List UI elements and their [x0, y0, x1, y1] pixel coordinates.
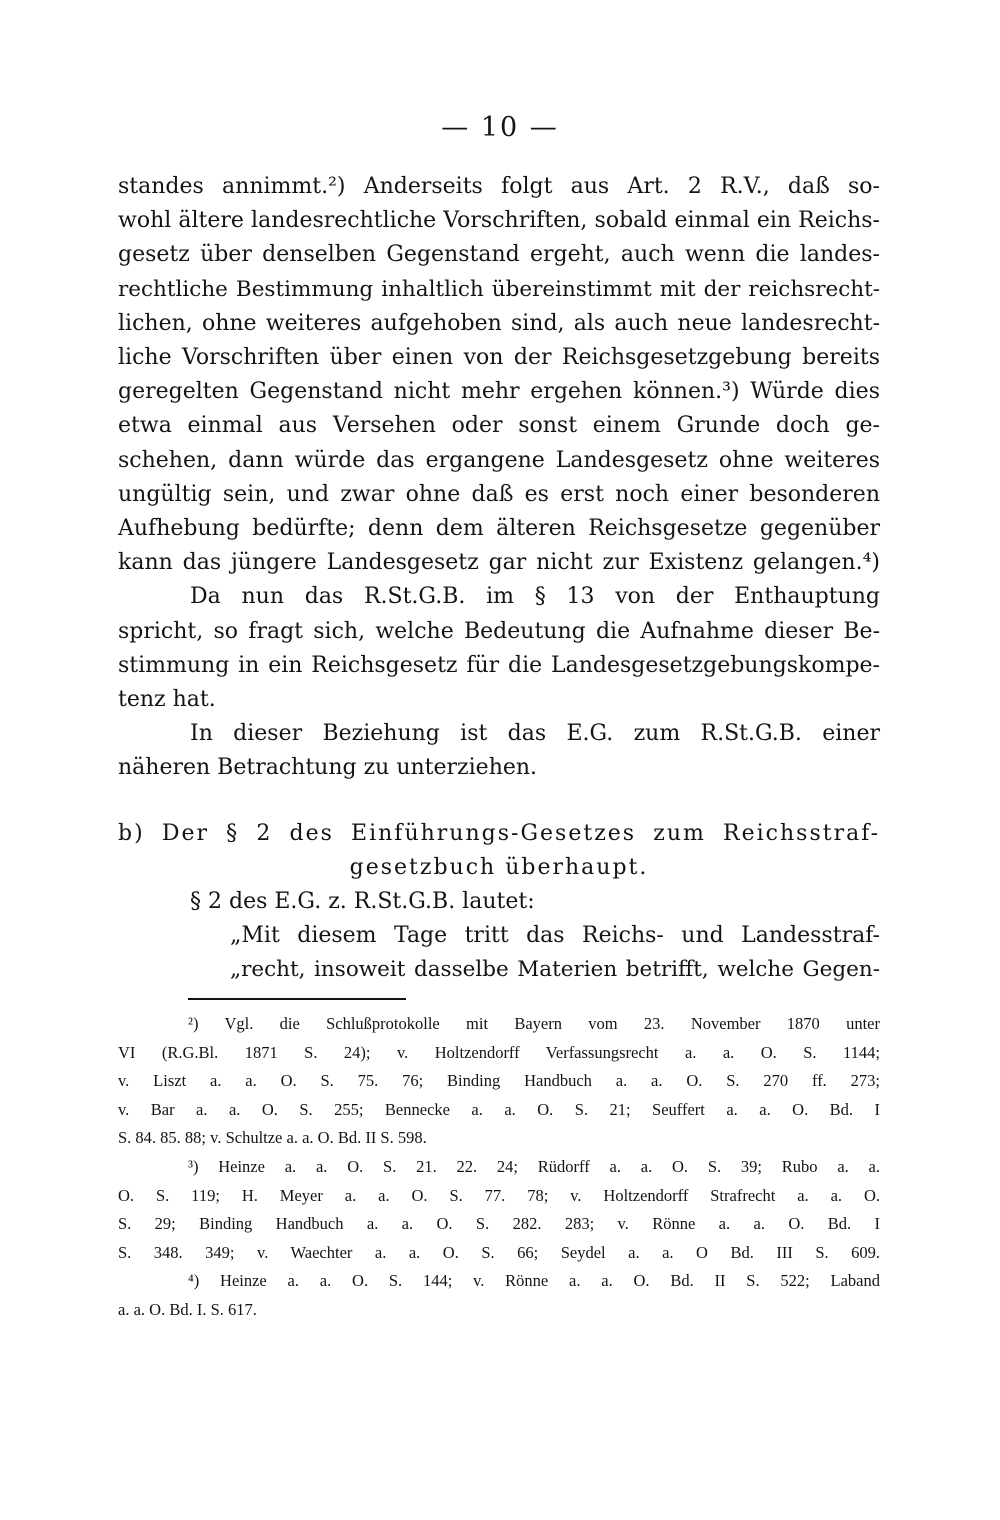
text-line: ungültig sein, und zwar ohne daß es erst noch einer besonderen	[118, 481, 880, 507]
footnote-line: O. S. 119; H. Meyer a. a. O. S. 77. 78; v. Holtzendorff Strafrecht a. a. O.	[118, 1185, 880, 1205]
footnotes	[118, 1010, 880, 1325]
footnote-line: S. 84. 85. 88; v. Schultze a. a. O. Bd. II S. 598.	[118, 1128, 427, 1148]
text-line: standes annimmt.²) Anderseits folgt aus Art. 2 R.V., daß so-	[118, 174, 880, 199]
footnote-line: ⁴) Heinze a. a. O. S. 144; v. Rönne a. a. O. Bd. II S. 522; Laband	[188, 1271, 880, 1291]
footnote-line: VI (R.G.Bl. 1871 S. 24); v. Holtzendorff Verfassungsrecht a. a. O. S. 1144;	[118, 1042, 880, 1062]
footnote-separator	[188, 998, 406, 1000]
text-line: liche Vorschriften über einen von der Reichsgesetzgebung bereits	[118, 345, 880, 371]
text-line: spricht, so fragt sich, welche Bedeutung die Aufnahme dieser Be-	[118, 618, 880, 644]
text-line: etwa einmal aus Versehen oder sonst einem Grunde doch ge-	[118, 413, 880, 439]
text-line: geregelten Gegenstand nicht mehr ergehen können.³) Würde dies	[118, 379, 880, 405]
text-line: In dieser Beziehung ist das E.G. zum R.St.G.B. einer	[190, 721, 880, 747]
quote-line: „Mit diesem Tage tritt das Reichs- und Landesstraf-	[230, 923, 880, 949]
text-line: § 2 des E.G. z. R.St.G.B. lautet:	[190, 889, 535, 914]
text-line: tenz hat.	[118, 687, 216, 713]
footnote-line: a. a. O. Bd. I. S. 617.	[118, 1299, 257, 1319]
section-text	[118, 885, 880, 988]
text-line: näheren Betrachtung zu unterziehen.	[118, 755, 538, 781]
text-line: lichen, ohne weiteres aufgehoben sind, als auch neue landesrecht-	[118, 310, 880, 336]
text-line: Aufhebung bedürfte; denn dem älteren Reichsgesetze gegenüber	[118, 516, 880, 542]
quote-line: „recht, insoweit dasselbe Materien betrifft, welche Gegen-	[230, 957, 880, 983]
text-line: stimmung in ein Reichsgesetz für die Landesgesetzgebungskompe-	[118, 652, 880, 678]
heading-line: gesetzbuch überhaupt.	[349, 855, 649, 881]
footnote-line: v. Liszt a. a. O. S. 75. 76; Binding Handbuch a. a. O. S. 270 ff. 273;	[118, 1071, 880, 1091]
footnote-line: ³) Heinze a. a. O. S. 21. 22. 24; Rüdorff a. a. O. S. 39; Rubo a. a.	[188, 1156, 880, 1176]
section-heading	[118, 817, 880, 885]
page-number: — 10 —	[441, 112, 559, 143]
text-line: kann das jüngere Landesgesetz gar nicht zur Existenz gelangen.⁴)	[118, 550, 880, 576]
text-line: gesetz über denselben Gegenstand ergeht, auch wenn die landes-	[118, 242, 880, 268]
heading-line: b) Der § 2 des Einführungs-Gesetzes zum Reichsstraf-	[118, 821, 880, 846]
text-line: schehen, dann würde das ergangene Landesgesetz ohne weiteres	[118, 447, 880, 473]
text-line: wohl ältere landesrechtliche Vorschriften, sobald einmal ein Reichs-	[118, 208, 880, 234]
footnote-line: ²) Vgl. die Schlußprotokolle mit Bayern vom 23. November 1870 unter	[188, 1014, 880, 1033]
footnote-line: S. 29; Binding Handbuch a. a. O. S. 282. 283; v. Rönne a. a. O. Bd. I	[118, 1214, 880, 1234]
main-text	[118, 170, 880, 786]
text-line: Da nun das R.St.G.B. im § 13 von der Enthauptung	[190, 584, 880, 610]
footnote-line: S. 348. 349; v. Waechter a. a. O. S. 66; Seydel a. a. O Bd. III S. 609.	[118, 1242, 880, 1262]
footnote-line: v. Bar a. a. O. S. 255; Bennecke a. a. O. S. 21; Seuffert a. a. O. Bd. I	[118, 1099, 880, 1119]
text-line: rechtliche Bestimmung inhaltlich übereinstimmt mit der reichsrecht-	[118, 276, 880, 302]
